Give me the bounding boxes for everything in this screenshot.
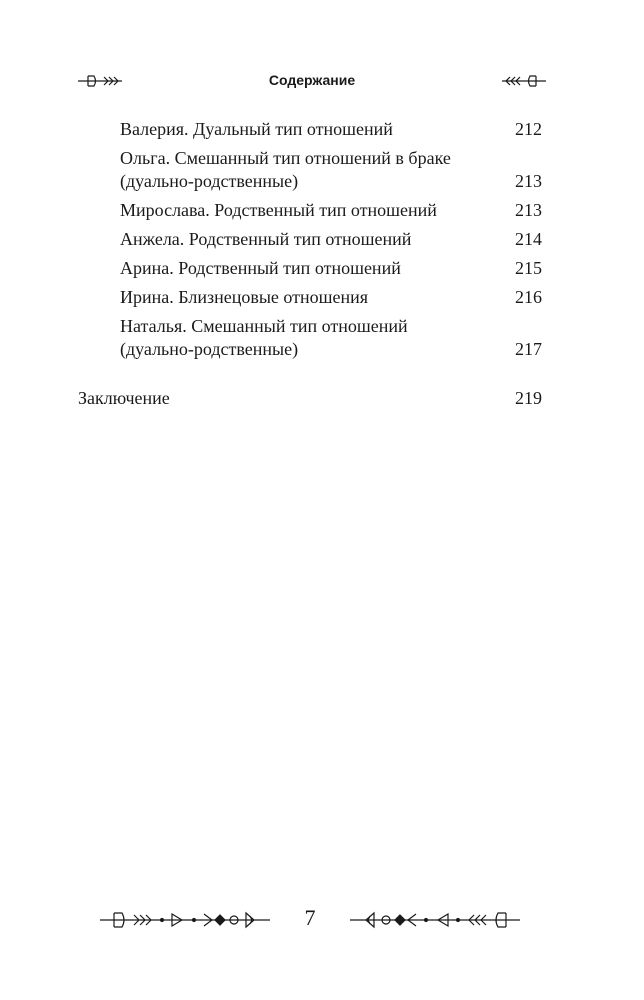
toc-conclusion-page: 219 bbox=[515, 388, 542, 408]
page-header bbox=[78, 70, 546, 94]
page-number: 7 bbox=[304, 905, 316, 930]
toc-entry bbox=[120, 147, 542, 193]
toc-entry-title: Анжела. Родственный тип отношений bbox=[120, 229, 412, 249]
toc-entry-title: Наталья. Смешанный тип отношений (дуально-родственные) bbox=[120, 316, 408, 359]
toc-entry-title: Ольга. Смешанный тип отношений в браке (дуально-родственные) bbox=[120, 148, 451, 191]
toc-entry bbox=[120, 315, 542, 361]
toc-entry-title: Мирослава. Родственный тип отношений bbox=[120, 200, 437, 220]
toc-entry-page: 214 bbox=[515, 229, 542, 249]
table-of-contents bbox=[78, 118, 542, 410]
toc-entry-title: Валерия. Дуальный тип отношений bbox=[120, 119, 393, 139]
toc-conclusion-title: Заключение bbox=[78, 388, 170, 408]
toc-entry bbox=[120, 199, 542, 222]
page-footer bbox=[100, 905, 520, 935]
toc-entry bbox=[120, 118, 542, 141]
toc-entry-page: 212 bbox=[515, 119, 542, 139]
section-title: Содержание bbox=[268, 72, 356, 88]
arrow-left-ornament-icon bbox=[502, 74, 546, 93]
toc-entry-page: 213 bbox=[515, 171, 542, 191]
toc-entry-page: 216 bbox=[515, 287, 542, 307]
toc-entry-page: 215 bbox=[515, 258, 542, 278]
toc-entry-title: Арина. Родственный тип отношений bbox=[120, 258, 401, 278]
toc-entry-page: 213 bbox=[515, 200, 542, 220]
arrow-chain-left-ornament-icon bbox=[350, 909, 520, 936]
toc-entry bbox=[120, 257, 542, 280]
toc-entry bbox=[120, 286, 542, 309]
toc-entry-title: Ирина. Близнецовые отношения bbox=[120, 287, 369, 307]
toc-conclusion-entry bbox=[78, 387, 542, 410]
toc-entry-page: 217 bbox=[515, 339, 542, 359]
toc-entry bbox=[120, 228, 542, 251]
